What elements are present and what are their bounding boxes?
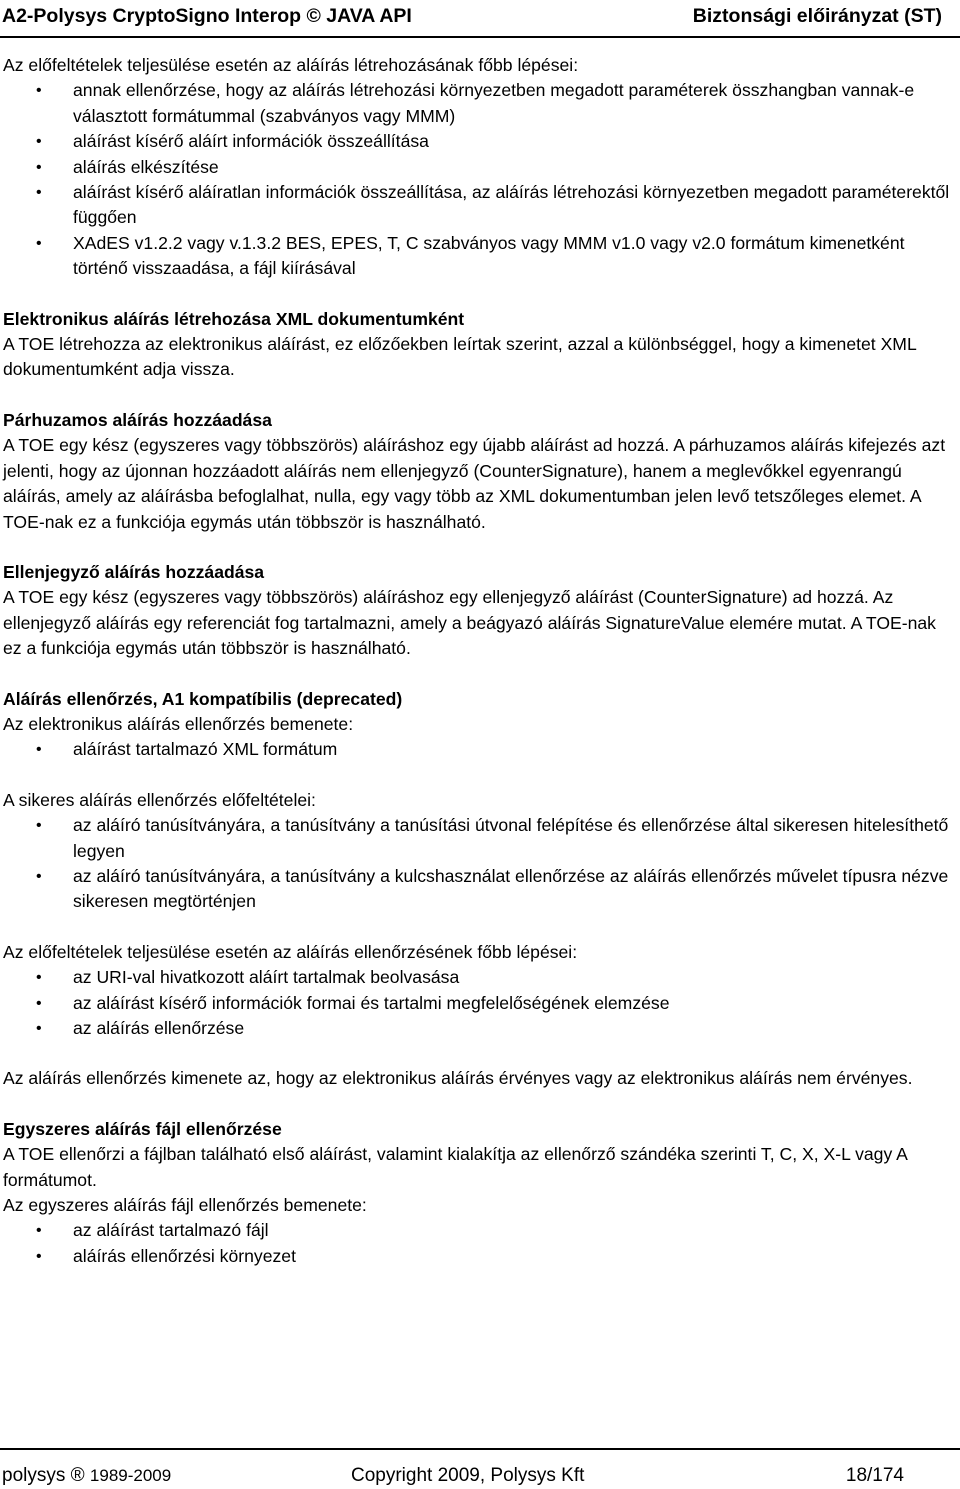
footer-company: polysys ® 1989-2009	[2, 1465, 172, 1486]
verification-output: Az aláírás ellenőrzés kimenete az, hogy az elektronikus aláírás érvényes vagy az elektronikus aláírás nem érvényes.	[3, 1068, 913, 1089]
list-item: • az aláírást kísérő információk formai és tartalmi megfelelőségének elemzése	[3, 991, 955, 1016]
footer-divider	[0, 1448, 960, 1450]
bullet-icon: •	[36, 82, 42, 100]
bullet-icon: •	[36, 867, 42, 885]
verification-precondition-list	[3, 813, 955, 915]
bullet-icon: •	[36, 133, 42, 151]
page-footer	[0, 1448, 960, 1489]
bullet-icon: •	[36, 1020, 42, 1037]
list-item: • annak ellenőrzése, hogy az aláírás létrehozási környezetben megadott paraméterek összhangban vannak-e választott formátummal (szabványos vagy MMM)	[36, 80, 915, 126]
header-divider	[0, 36, 960, 38]
section-title-parallel: Párhuzamos aláírás hozzáadása	[3, 409, 272, 430]
registered-mark-icon: ®	[70, 1465, 85, 1486]
file-verification-input-lead: Az egyszeres aláírás fájl ellenőrzés bemenete:	[3, 1195, 367, 1216]
list-item: • aláírást tartalmazó XML formátum	[3, 737, 955, 762]
page-header	[0, 0, 960, 36]
list-item: • XAdES v1.2.2 vagy v.1.3.2 BES, EPES, T, C szabványos vagy MMM v1.0 vagy v2.0 formátum kimenetként történő visszaadása, a fájl kiírásával	[36, 232, 905, 279]
bullet-icon: •	[36, 158, 42, 176]
bullet-icon: •	[36, 741, 42, 759]
list-item: • aláírást kísérő aláírt információk összeállítása	[3, 129, 955, 154]
verification-steps-list	[3, 965, 955, 1041]
section-body-xml: A TOE létrehozza az elektronikus aláírást, ez előzőekben leírtak szerint, azzal a különbséggel, hogy a kimenetet XML dokumentumként adja vissza.	[3, 334, 917, 380]
verification-input-list	[3, 737, 955, 762]
section-title-countersignature: Ellenjegyző aláírás hozzáadása	[3, 561, 265, 582]
section-title-file-verification: Egyszeres aláírás fájl ellenőrzése	[3, 1118, 282, 1139]
bullet-icon: •	[36, 969, 42, 987]
verification-input-lead: Az elektronikus aláírás ellenőrzés bemenete:	[3, 713, 354, 734]
list-item: • aláírás elkészítése	[3, 155, 955, 180]
header-title: A2-Polysys CryptoSigno Interop © JAVA API	[2, 5, 412, 27]
list-item: • az aláíró tanúsítványára, a tanúsítvány a tanúsítási útvonal felépítése és ellenőrzése által sikeresen hitelesíthető legyen	[36, 815, 949, 861]
list-item: • aláírás ellenőrzési környezet	[3, 1244, 955, 1269]
file-verification-body: A TOE ellenőrzi a fájlban található első aláírást, valamint kialakítja az ellenőrző szándéka szerinti T, C, X, X-L vagy A formátumot.	[3, 1144, 907, 1190]
bullet-icon: •	[36, 994, 42, 1012]
list-item: • az aláírást tartalmazó fájl	[3, 1218, 955, 1243]
section-body-countersignature: A TOE egy kész (egyszeres vagy többszörös) aláíráshoz egy ellenjegyző aláírást (CounterSignature) ad hozzá. Az ellenjegyző aláírás egy referenciát fog tartalmazni, amely a beágyazó aláírás SignatureValue elemére mutat. A TOE-nak ez a funkciója egymás után többször is használható.	[3, 587, 936, 659]
section-title-xml: Elektronikus aláírás létrehozása XML dokumentumként	[3, 308, 465, 329]
list-item: • az aláíró tanúsítványára, a tanúsítvány a kulcshasználat ellenőrzése az aláírás ellenőrzés művelet típusra nézve sikeresen megtörténjen	[36, 865, 949, 912]
intro-steps-list	[3, 78, 955, 281]
list-item: • az aláírás ellenőrzése	[3, 1016, 955, 1041]
bullet-icon: •	[36, 184, 42, 202]
section-body-parallel: A TOE egy kész (egyszeres vagy többszörös) aláíráshoz egy újabb aláírást ad hozzá. A párhuzamos aláírás kifejezés azt jelenti, hogy az újonnan hozzáadott aláírás nem ellenjegyző (CounterSignature), hanem a meglevőkkel egyenrangú aláírás, amely az aláírásba befoglalhat, nulla, egy vagy több az XML dokumentumban jelen levő tetszőleges elemet. A TOE-nak ez a funkciója egymás után többször is használható.	[3, 435, 946, 532]
footer-years: 1989-2009	[89, 1466, 172, 1485]
bullet-icon: •	[36, 1247, 42, 1265]
list-item: • aláírást kísérő aláíratlan információk összeállítása, az aláírás létrehozási környezetben megadott paraméterektől függően	[36, 182, 950, 228]
header-document-type: Biztonsági előirányzat (ST)	[692, 5, 942, 27]
page-number: 18/174	[845, 1465, 904, 1486]
document-body	[3, 53, 955, 1269]
file-verification-input-list	[3, 1218, 955, 1269]
intro-lead: Az előfeltételek teljesülése esetén az aláírás létrehozásának főbb lépései:	[3, 55, 579, 75]
footer-copyright: Copyright 2009, Polysys Kft	[351, 1465, 585, 1486]
section-title-verification: Aláírás ellenőrzés, A1 kompatíbilis (deprecated)	[3, 688, 403, 709]
verification-steps-lead: Az előfeltételek teljesülése esetén az aláírás ellenőrzésének főbb lépései:	[3, 941, 578, 962]
bullet-icon: •	[36, 234, 42, 252]
bullet-icon: •	[36, 1222, 42, 1240]
bullet-icon: •	[36, 817, 42, 835]
verification-precondition-lead: A sikeres aláírás ellenőrzés előfeltételei:	[3, 789, 316, 810]
list-item: • az URI-val hivatkozott aláírt tartalmak beolvasása	[3, 965, 955, 990]
